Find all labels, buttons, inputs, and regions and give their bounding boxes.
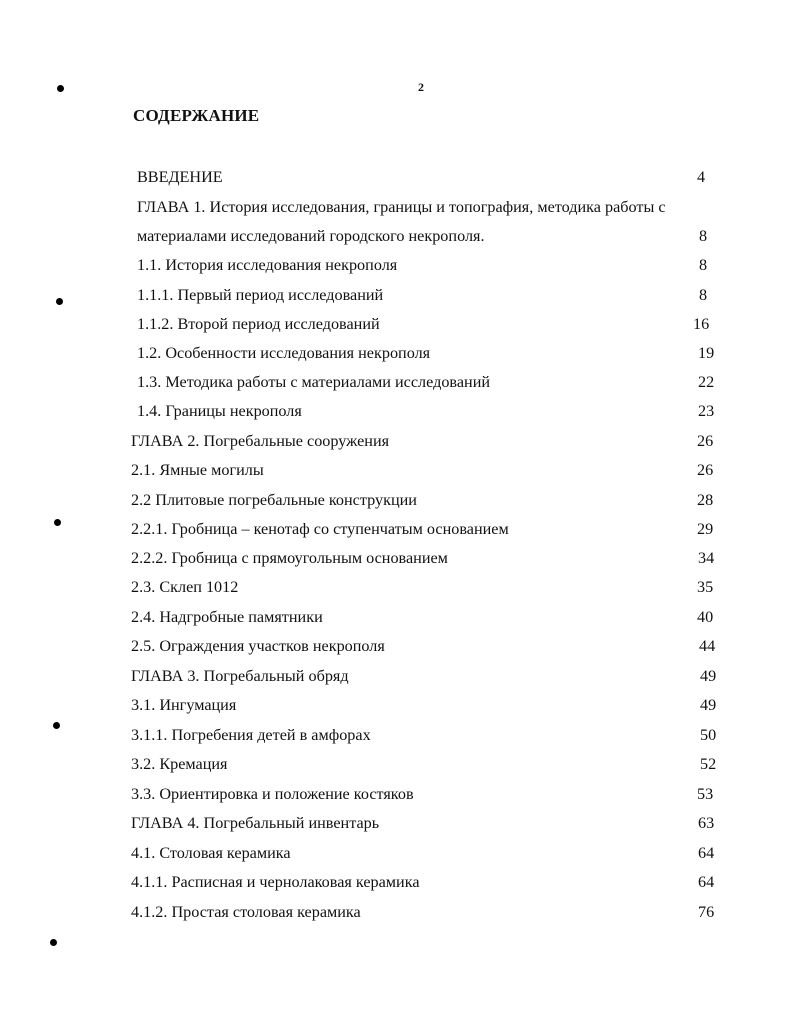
toc-entry-page: 29 bbox=[697, 520, 714, 538]
punch-hole-mark-icon bbox=[53, 722, 60, 729]
page-title: СОДЕРЖАНИЕ bbox=[133, 106, 260, 125]
toc-entry-page: 16 bbox=[693, 315, 710, 333]
toc-entry-page: 28 bbox=[697, 491, 714, 509]
toc-entry-page: 8 bbox=[699, 286, 708, 304]
toc-entry-label: 1.1.2. Второй период исследований bbox=[137, 315, 380, 333]
toc-entry bbox=[131, 518, 740, 540]
toc-entry bbox=[131, 489, 740, 511]
toc-entry-page: 50 bbox=[700, 726, 717, 744]
toc-entry-page: 8 bbox=[699, 256, 708, 274]
toc-entry bbox=[131, 783, 740, 805]
toc-entry bbox=[131, 694, 740, 716]
toc-entry bbox=[131, 547, 740, 569]
toc-entry-label: ГЛАВА 3. Погребальный обряд bbox=[131, 667, 349, 685]
toc-entry-page: 8 bbox=[699, 227, 708, 245]
toc-entry-page: 49 bbox=[700, 696, 717, 714]
toc-entry-page: 64 bbox=[698, 844, 715, 862]
toc-entry bbox=[131, 842, 740, 864]
toc-entry-label: 2.1. Ямные могилы bbox=[131, 461, 264, 479]
toc-entry-label: 1.2. Особенности исследования некрополя bbox=[137, 344, 431, 362]
toc-entry-page: 49 bbox=[700, 667, 717, 685]
toc-entry-label: 4.1.2. Простая столовая керамика bbox=[131, 903, 361, 921]
toc-entry-page: 64 bbox=[698, 873, 715, 891]
punch-hole-mark-icon bbox=[54, 519, 61, 526]
toc-entry bbox=[131, 635, 740, 657]
toc-entry-page: 26 bbox=[697, 461, 714, 479]
toc-entry-label: ГЛАВА 1. История исследования, границы и топография, методика работы с bbox=[137, 198, 666, 216]
page-number: 2 bbox=[418, 80, 424, 94]
toc-entry-label: 2.3. Склеп 1012 bbox=[131, 578, 239, 596]
toc-entry bbox=[137, 284, 740, 306]
toc-entry-page: 52 bbox=[700, 755, 717, 773]
toc-entry-page: 19 bbox=[698, 344, 715, 362]
toc-entry bbox=[137, 166, 740, 188]
punch-hole-mark-icon bbox=[57, 85, 64, 92]
toc-entry bbox=[131, 576, 740, 598]
toc-entry bbox=[131, 606, 740, 628]
toc-entry-label: материалами исследований городского некрополя. bbox=[137, 227, 485, 245]
toc-entry-label: 1.3. Методика работы с материалами исследований bbox=[137, 373, 491, 391]
toc-entry-label: 1.4. Границы некрополя bbox=[137, 402, 302, 420]
toc-entry-label: 3.1.1. Погребения детей в амфорах bbox=[131, 726, 371, 744]
toc-entry-label: 2.5. Ограждения участков некрополя bbox=[131, 637, 385, 655]
toc-entry bbox=[131, 901, 740, 923]
toc-entry-label: 2.2.1. Гробница – кенотаф со ступенчатым основанием bbox=[131, 520, 509, 538]
toc-entry bbox=[131, 812, 740, 834]
toc-entry bbox=[131, 430, 740, 452]
toc-entry bbox=[137, 196, 740, 218]
toc-entry bbox=[131, 871, 740, 893]
toc-entry-label: ВВЕДЕНИЕ bbox=[137, 168, 223, 186]
toc-entry bbox=[137, 225, 740, 247]
toc-entry-page: 4 bbox=[697, 168, 706, 186]
toc-entry-page: 63 bbox=[698, 814, 715, 832]
toc-entry bbox=[137, 400, 740, 422]
toc-entry-page: 53 bbox=[697, 785, 714, 803]
toc-entry-label: 3.1. Ингумация bbox=[131, 696, 237, 714]
toc-entry-label: 1.1.1. Первый период исследований bbox=[137, 286, 384, 304]
toc-entry bbox=[131, 753, 740, 775]
toc-entry bbox=[131, 459, 740, 481]
toc-entry-page: 22 bbox=[698, 373, 715, 391]
toc-entry-page: 26 bbox=[697, 432, 714, 450]
toc-entry-label: 2.2.2. Гробница с прямоугольным основанием bbox=[131, 549, 448, 567]
punch-hole-mark-icon bbox=[50, 939, 57, 946]
toc-entry-label: 4.1.1. Расписная и чернолаковая керамика bbox=[131, 873, 420, 891]
toc-entry bbox=[137, 342, 740, 364]
toc-entry bbox=[137, 313, 740, 335]
toc-entry-label: 2.4. Надгробные памятники bbox=[131, 608, 323, 626]
toc-entry-page: 34 bbox=[698, 549, 715, 567]
toc-entry-page: 44 bbox=[699, 637, 716, 655]
toc-entry-page: 35 bbox=[697, 578, 714, 596]
toc-entry-label: 4.1. Столовая керамика bbox=[131, 844, 291, 862]
toc-entry bbox=[131, 665, 740, 687]
toc-entry-label: 1.1. История исследования некрополя bbox=[137, 256, 398, 274]
toc-entry bbox=[131, 724, 740, 746]
toc-entry-label: 3.2. Кремация bbox=[131, 755, 228, 773]
toc-entry-page: 76 bbox=[698, 903, 715, 921]
toc-entry-label: ГЛАВА 2. Погребальные сооружения bbox=[131, 432, 390, 450]
punch-hole-mark-icon bbox=[56, 298, 63, 305]
toc-entry bbox=[137, 371, 740, 393]
toc-entry-page: 23 bbox=[698, 402, 715, 420]
toc-entry-page: 40 bbox=[697, 608, 714, 626]
toc-entry-label: 2.2 Плитовые погребальные конструкции bbox=[131, 491, 417, 509]
toc-entry bbox=[137, 254, 740, 276]
toc-entry-label: 3.3. Ориентировка и положение костяков bbox=[131, 785, 414, 803]
toc-entry-label: ГЛАВА 4. Погребальный инвентарь bbox=[131, 814, 380, 832]
